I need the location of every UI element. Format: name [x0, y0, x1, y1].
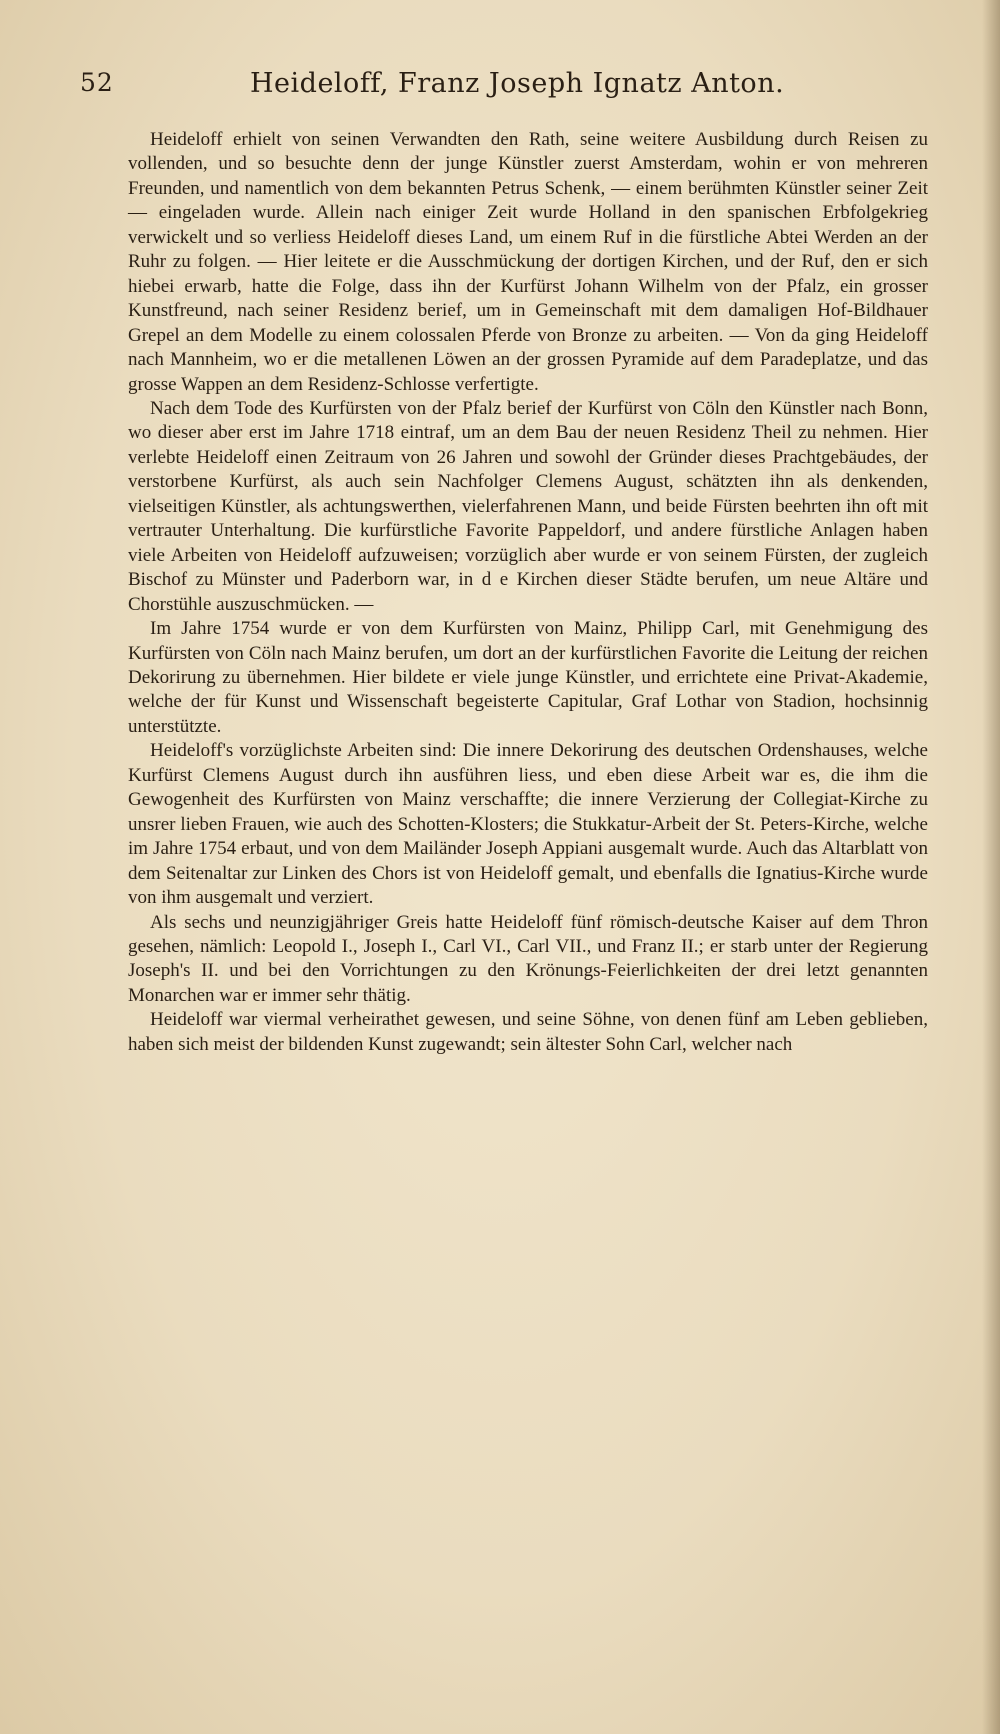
paragraph: Nach dem Tode des Kurfürsten von der Pfalz berief der Kurfürst von Cöln den Künstler nach Bonn, wo dieser aber erst im Jahre 1718 eintraf, um an dem Bau der neuen Residenz Theil zu nehmen. Hier verlebte Heideloff einen Zeitraum von 26 Jahren und sowohl der Gründer dieses Prachtgebäudes, der verstorbene Kurfürst, als auch sein Nachfolger Clemens August, schätzten ihn als denkenden, vielseitigen Künstler, als achtungswerthen, vielerfahrenen Mann, und beide Fürsten beehrten ihn oft mit vertrauter Unterhaltung. Die kurfürstliche Favorite Pappeldorf, und andere fürstliche Anlagen haben viele Arbeiten von Heideloff aufzuweisen; vorzüglich aber wurde er von seinem Fürsten, der zugleich Bischof zu Münster und Paderborn war, in d e Kirchen dieser Städte berufen, um neue Altäre und Chorstühle auszuschmücken. — — [128, 397, 928, 615]
paragraph: Heideloff war viermal verheirathet gewesen, und seine Söhne, von denen fünf am Leben geblieben, haben sich meist der bildenden Kunst zugewandt; sein ältester Sohn Carl, welcher nach — [128, 1009, 928, 1055]
page-number: 52 — [80, 68, 114, 97]
body-text — [128, 128, 928, 1057]
page-header — [80, 68, 920, 108]
running-head: Heideloff, Franz Joseph Ignatz Anton. — [250, 68, 785, 99]
paragraph: Als sechs und neunzigjähriger Greis hatte Heideloff fünf römisch-deutsche Kaiser auf dem Thron gesehen, nämlich: Leopold I., Joseph I., Carl VI., Carl VII., und Franz II.; er starb unter der Regierung Joseph's II. und bei den Vorrichtungen zu den Krönungs-Feierlichkeiten der drei letzt genannten Monarchen war er immer sehr thätig. — [128, 911, 928, 1006]
page-edge-shadow — [982, 0, 1000, 1734]
paragraph: Heideloff erhielt von seinen Verwandten den Rath, seine weitere Ausbildung durch Reisen zu vollenden, und so besuchte denn der junge Künstler zuerst Amsterdam, wohin er von mehreren Freunden, und namentlich von dem bekannten Petrus Schenk, — einem berühmten Künstler seiner Zeit — eingeladen wurde. Allein nach einiger Zeit wurde Holland in den spanischen Erbfolgekrieg verwickelt und so verliess Heideloff dieses Land, um einem Ruf in die fürstliche Abtei Werden an der Ruhr zu folgen. — Hier leitete er die Ausschmückung der dortigen Kirchen, und der Ruf, den er sich hiebei erwarb, hatte die Folge, dass ihn der Kurfürst Johann Wilhelm von der Pfalz, ein grosser Kunstfreund, nach seiner Residenz berief, um in Gemeinschaft mit dem damaligen Hof-Bildhauer Grepel an dem Modelle zu einem colossalen Pferde von Bronze zu arbeiten. — Von da ging Heideloff nach Mannheim, wo er die metallenen Löwen an der grossen Pyramide auf dem Paradeplatze, und das grosse Wappen an dem Residenz-Schlosse verfertigte. — [128, 129, 928, 395]
paragraph: Im Jahre 1754 wurde er von dem Kurfürsten von Mainz, Philipp Carl, mit Genehmigung des Kurfürsten von Cöln nach Mainz berufen, um dort an der kurfürstlichen Favorite die Leitung der reichen Dekorirung zu übernehmen. Hier bildete er viele junge Künstler, und errichtete eine Privat-Akademie, welche der für Kunst und Wissenschaft begeisterte Capitular, Graf Lothar von Stadion, hochsinnig unterstützte. — [128, 618, 928, 737]
paragraph: Heideloff's vorzüglichste Arbeiten sind: Die innere Dekorirung des deutschen Ordenshauses, welche Kurfürst Clemens August durch ihn ausführen liess, und eben diese Arbeit war es, die ihm die Gewogenheit des Kurfürsten von Mainz verschaffte; die innere Verzierung der Collegiat-Kirche zu unsrer lieben Frauen, wie auch des Schotten-Klosters; die Stukkatur-Arbeit der St. Peters-Kirche, welche im Jahre 1754 erbaut, und von dem Mailänder Joseph Appiani ausgemalt wurde. Auch das Altarblatt von dem Seitenaltar zur Linken des Chors ist von Heideloff gemalt, und ebenfalls die Ignatius-Kirche wurde von ihm ausgemalt und verziert. — [128, 740, 928, 909]
